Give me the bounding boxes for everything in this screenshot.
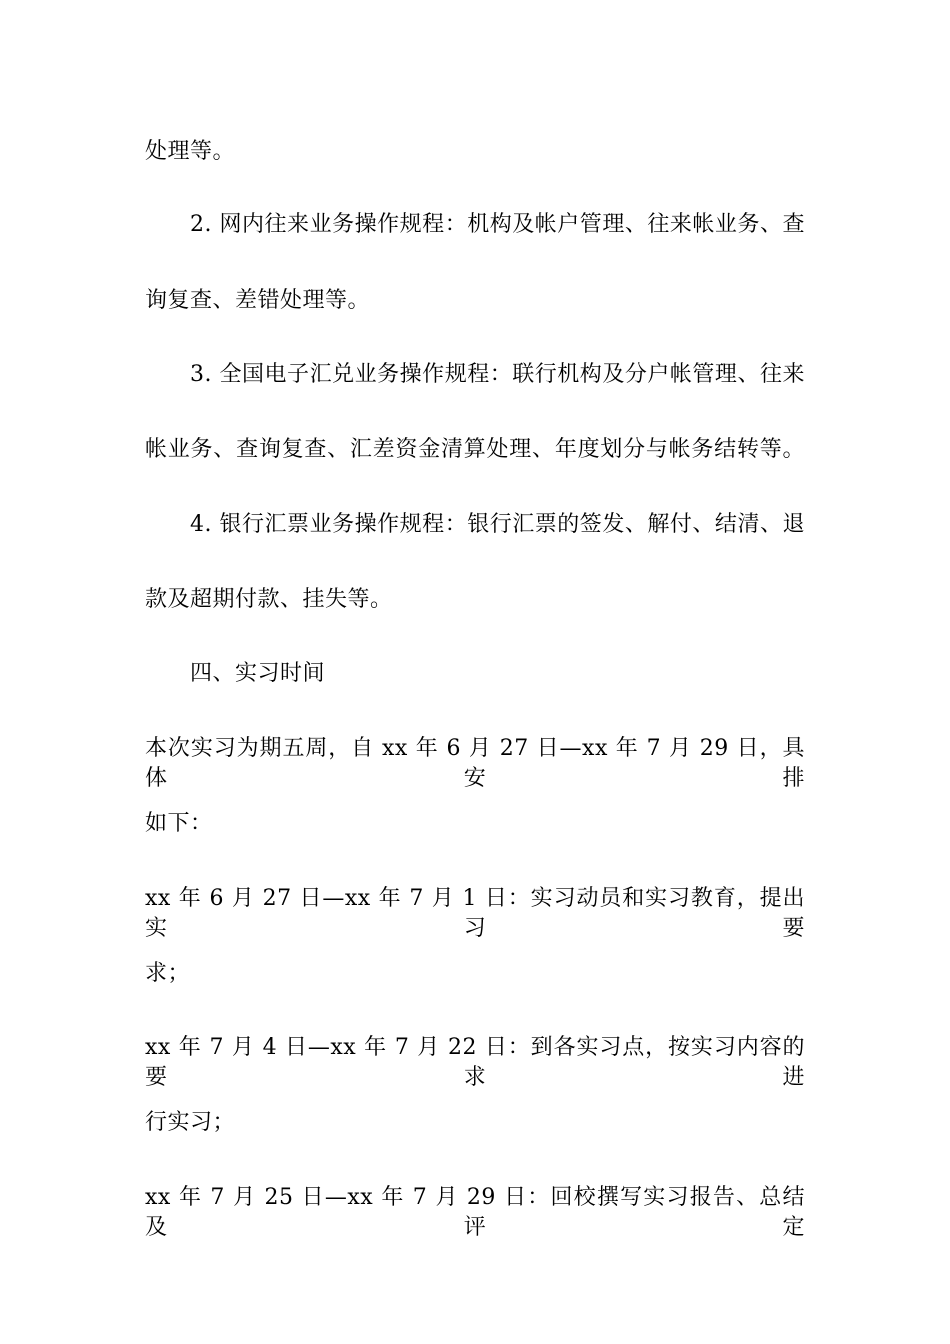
text-line-11: xx 年 6 月 27 日—xx 年 7 月 1 日：实习动员和实习教育，提出实习要 [145, 886, 805, 941]
text-line-13: xx 年 7 月 4 日—xx 年 7 月 22 日：到各实习点，按实习内容的要求进 [145, 1035, 805, 1090]
text-line-7: 款及超期付款、挂失等。 [145, 587, 393, 612]
text-line-1: 处理等。 [145, 139, 236, 164]
text-line-4: 3. 全国电子汇兑业务操作规程：联行机构及分户帐管理、往来 [190, 362, 805, 387]
text-line-5: 帐业务、查询复查、汇差资金清算处理、年度划分与帐务结转等。 [145, 437, 805, 462]
text-line-6: 4. 银行汇票业务操作规程：银行汇票的签发、解付、结清、退 [190, 512, 805, 537]
section-heading: 四、实习时间 [190, 661, 326, 686]
text-line-15: xx 年 7 月 25 日—xx 年 7 月 29 日：回校撰写实习报告、总结及评定 [145, 1185, 805, 1240]
text-line-9: 本次实习为期五周，自 xx 年 6 月 27 日—xx 年 7 月 29 日，具体安排 [145, 736, 805, 791]
text-line-2: 2. 网内往来业务操作规程：机构及帐户管理、往来帐业务、查 [190, 212, 805, 237]
text-line-3: 询复查、差错处理等。 [145, 288, 371, 313]
text-line-14: 行实习； [145, 1110, 236, 1135]
text-line-12: 求； [145, 961, 191, 986]
text-line-10: 如下： [145, 811, 213, 836]
